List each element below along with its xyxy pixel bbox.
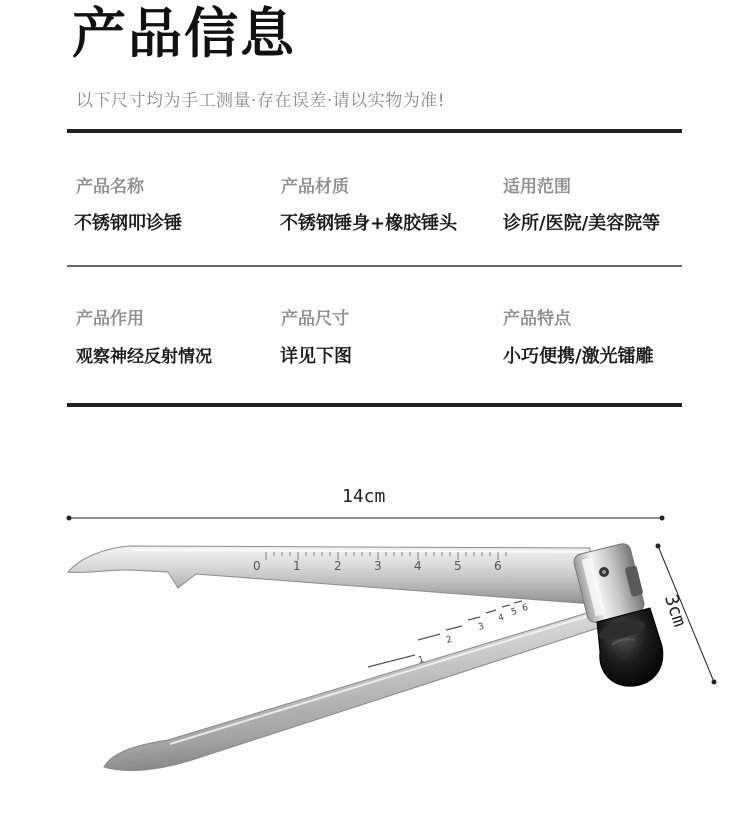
- height-dimension-label: 3cm: [660, 592, 691, 630]
- upper-ruler-label: 5: [454, 559, 462, 573]
- product-size-value: 详见下图: [280, 346, 352, 367]
- lower-ruler-label: 2: [445, 634, 454, 646]
- upper-ruler-label: 2: [334, 559, 342, 573]
- upper-ruler-label: 6: [494, 559, 502, 573]
- length-dimension-line: [67, 516, 665, 521]
- length-dimension-label: 14cm: [342, 486, 386, 507]
- page-title: 产品信息: [72, 2, 296, 65]
- product-size-label: 产品尺寸: [281, 309, 349, 329]
- upper-ruler-label: 1: [293, 559, 301, 573]
- product-function-value: 观察神经反射情况: [76, 347, 212, 367]
- measurement-note: 以下尺寸均为手工测量·存在误差·请以实物为准!: [76, 91, 446, 111]
- upper-ruler-label: 0: [253, 559, 261, 573]
- usage-scope-value: 诊所/医院/美容院等: [503, 213, 661, 234]
- product-name-label: 产品名称: [76, 177, 144, 197]
- lower-ruler-label: 5: [510, 606, 519, 618]
- product-feature-value: 小巧便携/激光镭雕: [503, 346, 654, 367]
- lower-ruler-label: 6: [521, 602, 530, 614]
- product-material-value: 不锈钢锤身+橡胶锤头: [280, 213, 458, 234]
- product-function-label: 产品作用: [76, 309, 144, 329]
- height-dimension-line: [656, 544, 717, 685]
- product-material-label: 产品材质: [281, 177, 349, 197]
- upper-ruler-label: 3: [374, 559, 382, 573]
- product-feature-label: 产品特点: [503, 309, 571, 329]
- lower-ruler-label: 4: [497, 612, 506, 624]
- lower-ruler-label: 3: [477, 621, 486, 633]
- upper-ruler-label: 4: [414, 559, 422, 573]
- usage-scope-label: 适用范围: [503, 177, 571, 197]
- lower-ruler-label: 1: [417, 654, 426, 666]
- product-name-value: 不锈钢叩诊锤: [74, 213, 182, 234]
